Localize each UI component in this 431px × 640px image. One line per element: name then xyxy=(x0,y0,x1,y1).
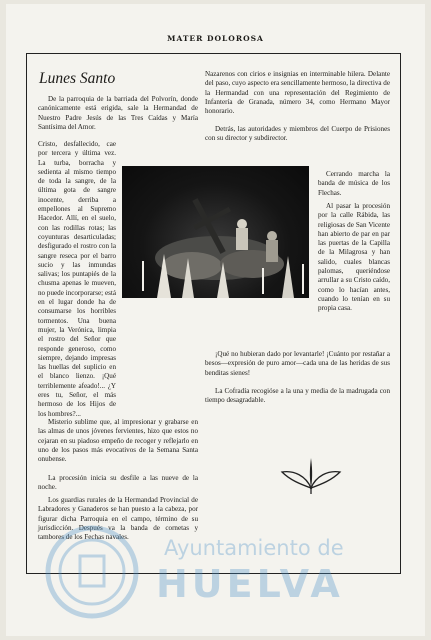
paragraph: Cerrando marcha la banda de música de los Flechas. xyxy=(318,170,390,197)
paragraph: De la parroquia de la barriada del Polvorín, donde canónicamente está erigida, sale la Hermandad de Nuestro Padre Jesús de las Tres Caídas y María Santísima del Amor. xyxy=(38,95,198,131)
running-header: MATER DOLOROSA xyxy=(167,34,264,43)
paragraph: La procesión inicia su desfile a las nueve de la noche. xyxy=(38,474,198,492)
paragraph: Los guardias rurales de la Hermandad Provincial de Labradores y Ganaderos se han puesto a la cabeza, por figurar dicha Parroquia en el campo, término de su jurisdicción. Después va la banda de cornetas y tambores de los Fechas navales. xyxy=(38,496,198,542)
procession-photo xyxy=(122,166,309,298)
paragraph: Cristo, desfallecido, cae por tercera y última vez. La turba, borracha y sedienta al mismo tiempo de toda la sangre, de la última gota de sangre inocente, derriba a empellones al Supremo Hacedor. Allí, en el suelo, con las rodillas rotas; las coyunturas desarticuladas; desfigurado el rostro con la sangre reseca por el barro sucio y las inmundas salivas; los puntapiés de la chusma apenas le mueven, no puede incorporarse; está en el lugar donde ha de consumarse los horribles tormentos. Una buena mujer, la Verónica, limpia el rostro del Señor que responde generoso, como siempre, dejando impresas las huellas del suplicio en el blanco lienzo. ¡Qué terriblemente afeado!... ¿Y eres tu, Señor, el más hermoso de los Hijos de los hombres?... xyxy=(38,140,116,418)
paragraph: ¡Qué no hubieran dado por levantarle! ¡Cuánto por restañar a besos—expresión de puro amor—cada una de las heridas de sus benditas sienes! xyxy=(205,350,390,377)
paragraph: La Cofradía recogióse a la una y media de la madrugada con tiempo desagradable. xyxy=(205,387,390,405)
paragraph: Al pasar la procesión por la calle Rábida, las religiosas de San Vicente han abierto de par en par las puertas de la Capilla de la Milagrosa y han salido, cuales blancas palomas, queriéndose arrullar a su Cristo caído, como lo hacían antes, cuando lo tenían en su propia casa. xyxy=(318,202,390,313)
watermark-line-1: Ayuntamiento de xyxy=(164,536,344,560)
leaf-ornament-icon xyxy=(276,454,346,494)
paragraph: Detrás, las autoridades y miembros del Cuerpo de Prisiones con su director y subdirector. xyxy=(205,125,390,143)
article-title: Lunes Santo xyxy=(39,70,116,87)
paragraph: Misterio sublime que, al impresionar y grabarse en las almas de unos jóvenes fervientes, hizo que estos no cejaran en su piadoso empeño de recoger y reflejarlo en uno de los pasos más evocativos de la Semana Santa onubense. xyxy=(38,418,198,464)
photo-image xyxy=(122,166,309,298)
paragraph: Nazarenos con cirios e insignias en interminable hilera. Delante del paso, cuyo aspecto era sencillamente hermoso, la directiva de la Hermandad con una representación del Regimiento de Infantería de Granada, número 34, como Hermano Mayor honorario. xyxy=(205,70,390,116)
watermark-line-2: HUELVA xyxy=(156,562,344,606)
